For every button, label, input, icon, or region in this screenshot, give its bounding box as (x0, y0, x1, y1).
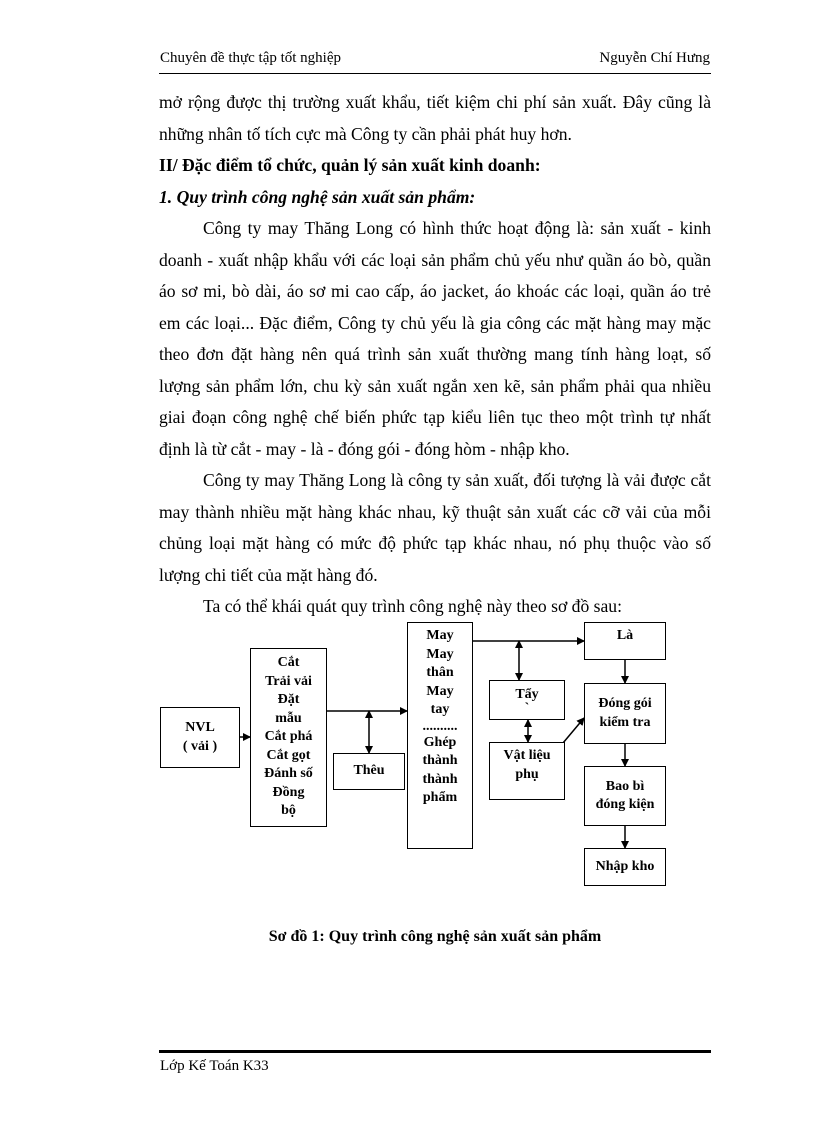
box-cat: Cắt Trải vải Đặt mẫu Cắt phá Cắt gọt Đánh số Đồng bộ (250, 648, 327, 827)
box-vat-lieu-phu: Vật liệu phụ (489, 742, 565, 800)
box-nvl: NVL ( vải ) (160, 707, 240, 768)
intro-line-1: mở rộng được thị trường xuất khẩu, tiết kiệm chi phí sản xuất. Đây cũng là (159, 92, 711, 112)
footer-rule (159, 1050, 711, 1053)
paragraph-3: Ta có thể khái quát quy trình công nghệ này theo sơ đồ sau: (203, 596, 622, 616)
box-la: Là (584, 622, 666, 660)
footer-text: Lớp Kế Toán K33 (160, 1058, 269, 1074)
box-tay: Tẩy ` (489, 680, 565, 720)
box-bao-bi: Bao bì đóng kiện (584, 766, 666, 826)
paragraph-1: Công ty may Thăng Long có hình thức hoạt động là: sản xuất - kinh doanh - xuất nhập khẩu với các loại sản phẩm chủ yếu như quần áo bò, quần áo sơ mi, bò dài, áo sơ mi cao cấp, áo jacket, áo khoác các loại, quần áo trẻ em các loại... Đặc điểm, Công ty chủ yếu là gia công các mặt hàng may mặc theo đơn đặt hàng nên quá trình sản xuất thường mang tính hàng loạt, số lượng sản phẩm lớn, chu kỳ sản xuất ngắn xen kẽ, sản phẩm phải qua nhiều giai đoạn công nghệ chế biến phức tạp kiểu liên tục theo một trình tự nhất định là từ cắt - may - là - đóng gói - đóng hòm - nhập kho. (159, 218, 711, 459)
box-dong-goi: Đóng gói kiểm tra (584, 683, 666, 744)
box-nhap-kho: Nhập kho (584, 848, 666, 886)
paragraph-2: Công ty may Thăng Long là công ty sản xuất, đối tượng là vải được cắt may thành nhiều mặt hàng khác nhau, kỹ thuật sản xuất các cỡ vải của mỗi chủng loại mặt hàng có mức độ phức tạp khác nhau, nó phụ thuộc vào số lượng chi tiết của mặt hàng đó. (159, 470, 711, 585)
header-left: Chuyên đề thực tập tốt nghiệp (160, 50, 342, 66)
box-may: May May thân May tay .......... Ghép thành thành phẩm (407, 622, 473, 849)
box-theu: Thêu (333, 753, 405, 790)
header-right: Nguyễn Chí Hưng (599, 50, 710, 66)
subsection-heading: 1. Quy trình công nghệ sản xuất sản phẩm: (159, 186, 476, 207)
intro-line-2: những nhân tố tích cực mà Công ty cần phải phát huy hơn. (159, 123, 572, 144)
arrow-vatlieu-to-donggoi (563, 718, 584, 743)
diagram-caption: Sơ đồ 1: Quy trình công nghệ sản xuất sản phẩm (268, 928, 602, 945)
section-heading: II/ Đặc điểm tổ chức, quản lý sản xuất kinh doanh: (159, 155, 541, 175)
